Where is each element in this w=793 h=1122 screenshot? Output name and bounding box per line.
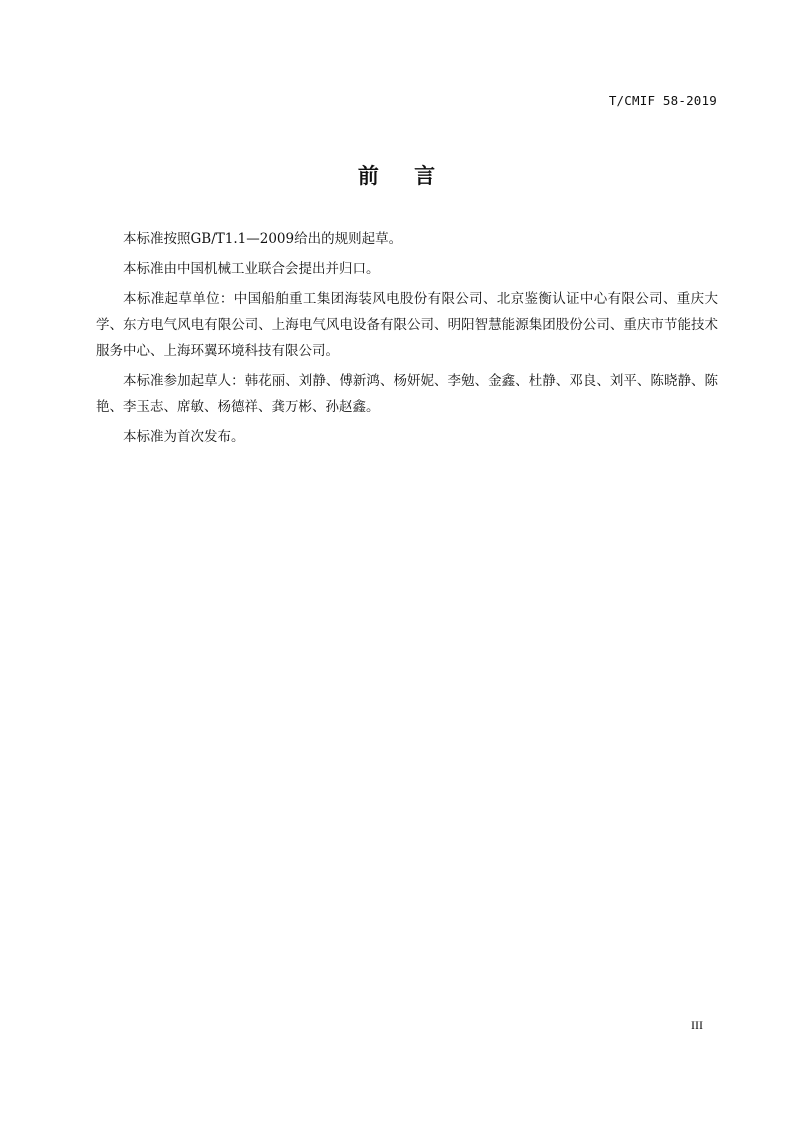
page-number: III <box>691 1018 703 1032</box>
paragraph-drafters: 本标准参加起草人：韩花丽、刘静、傅新鸿、杨妍妮、李勉、金鑫、杜静、邓良、刘平、陈晓静、陈艳、李玉志、席敏、杨德祥、龚万彬、孙赵鑫。 <box>96 373 718 415</box>
paragraph-first-release: 本标准为首次发布。 <box>123 429 245 445</box>
paragraph-proposer: 本标准由中国机械工业联合会提出并归口。 <box>123 261 380 277</box>
page-title: 前 言 <box>357 164 450 188</box>
paragraph-drafting-rules: 本标准按照GB/T1.1—2009给出的规则起草。 <box>123 231 403 247</box>
paragraph-drafting-units: 本标准起草单位：中国船舶重工集团海装风电股份有限公司、北京鉴衡认证中心有限公司、重庆大学、东方电气风电有限公司、上海电气风电设备有限公司、明阳智慧能源集团股份公司、重庆市节能技术服务中心、上海环翼环境科技有限公司。 <box>96 291 718 359</box>
foreword-body <box>96 226 718 454</box>
standard-number: T/CMIF 58-2019 <box>608 93 717 108</box>
